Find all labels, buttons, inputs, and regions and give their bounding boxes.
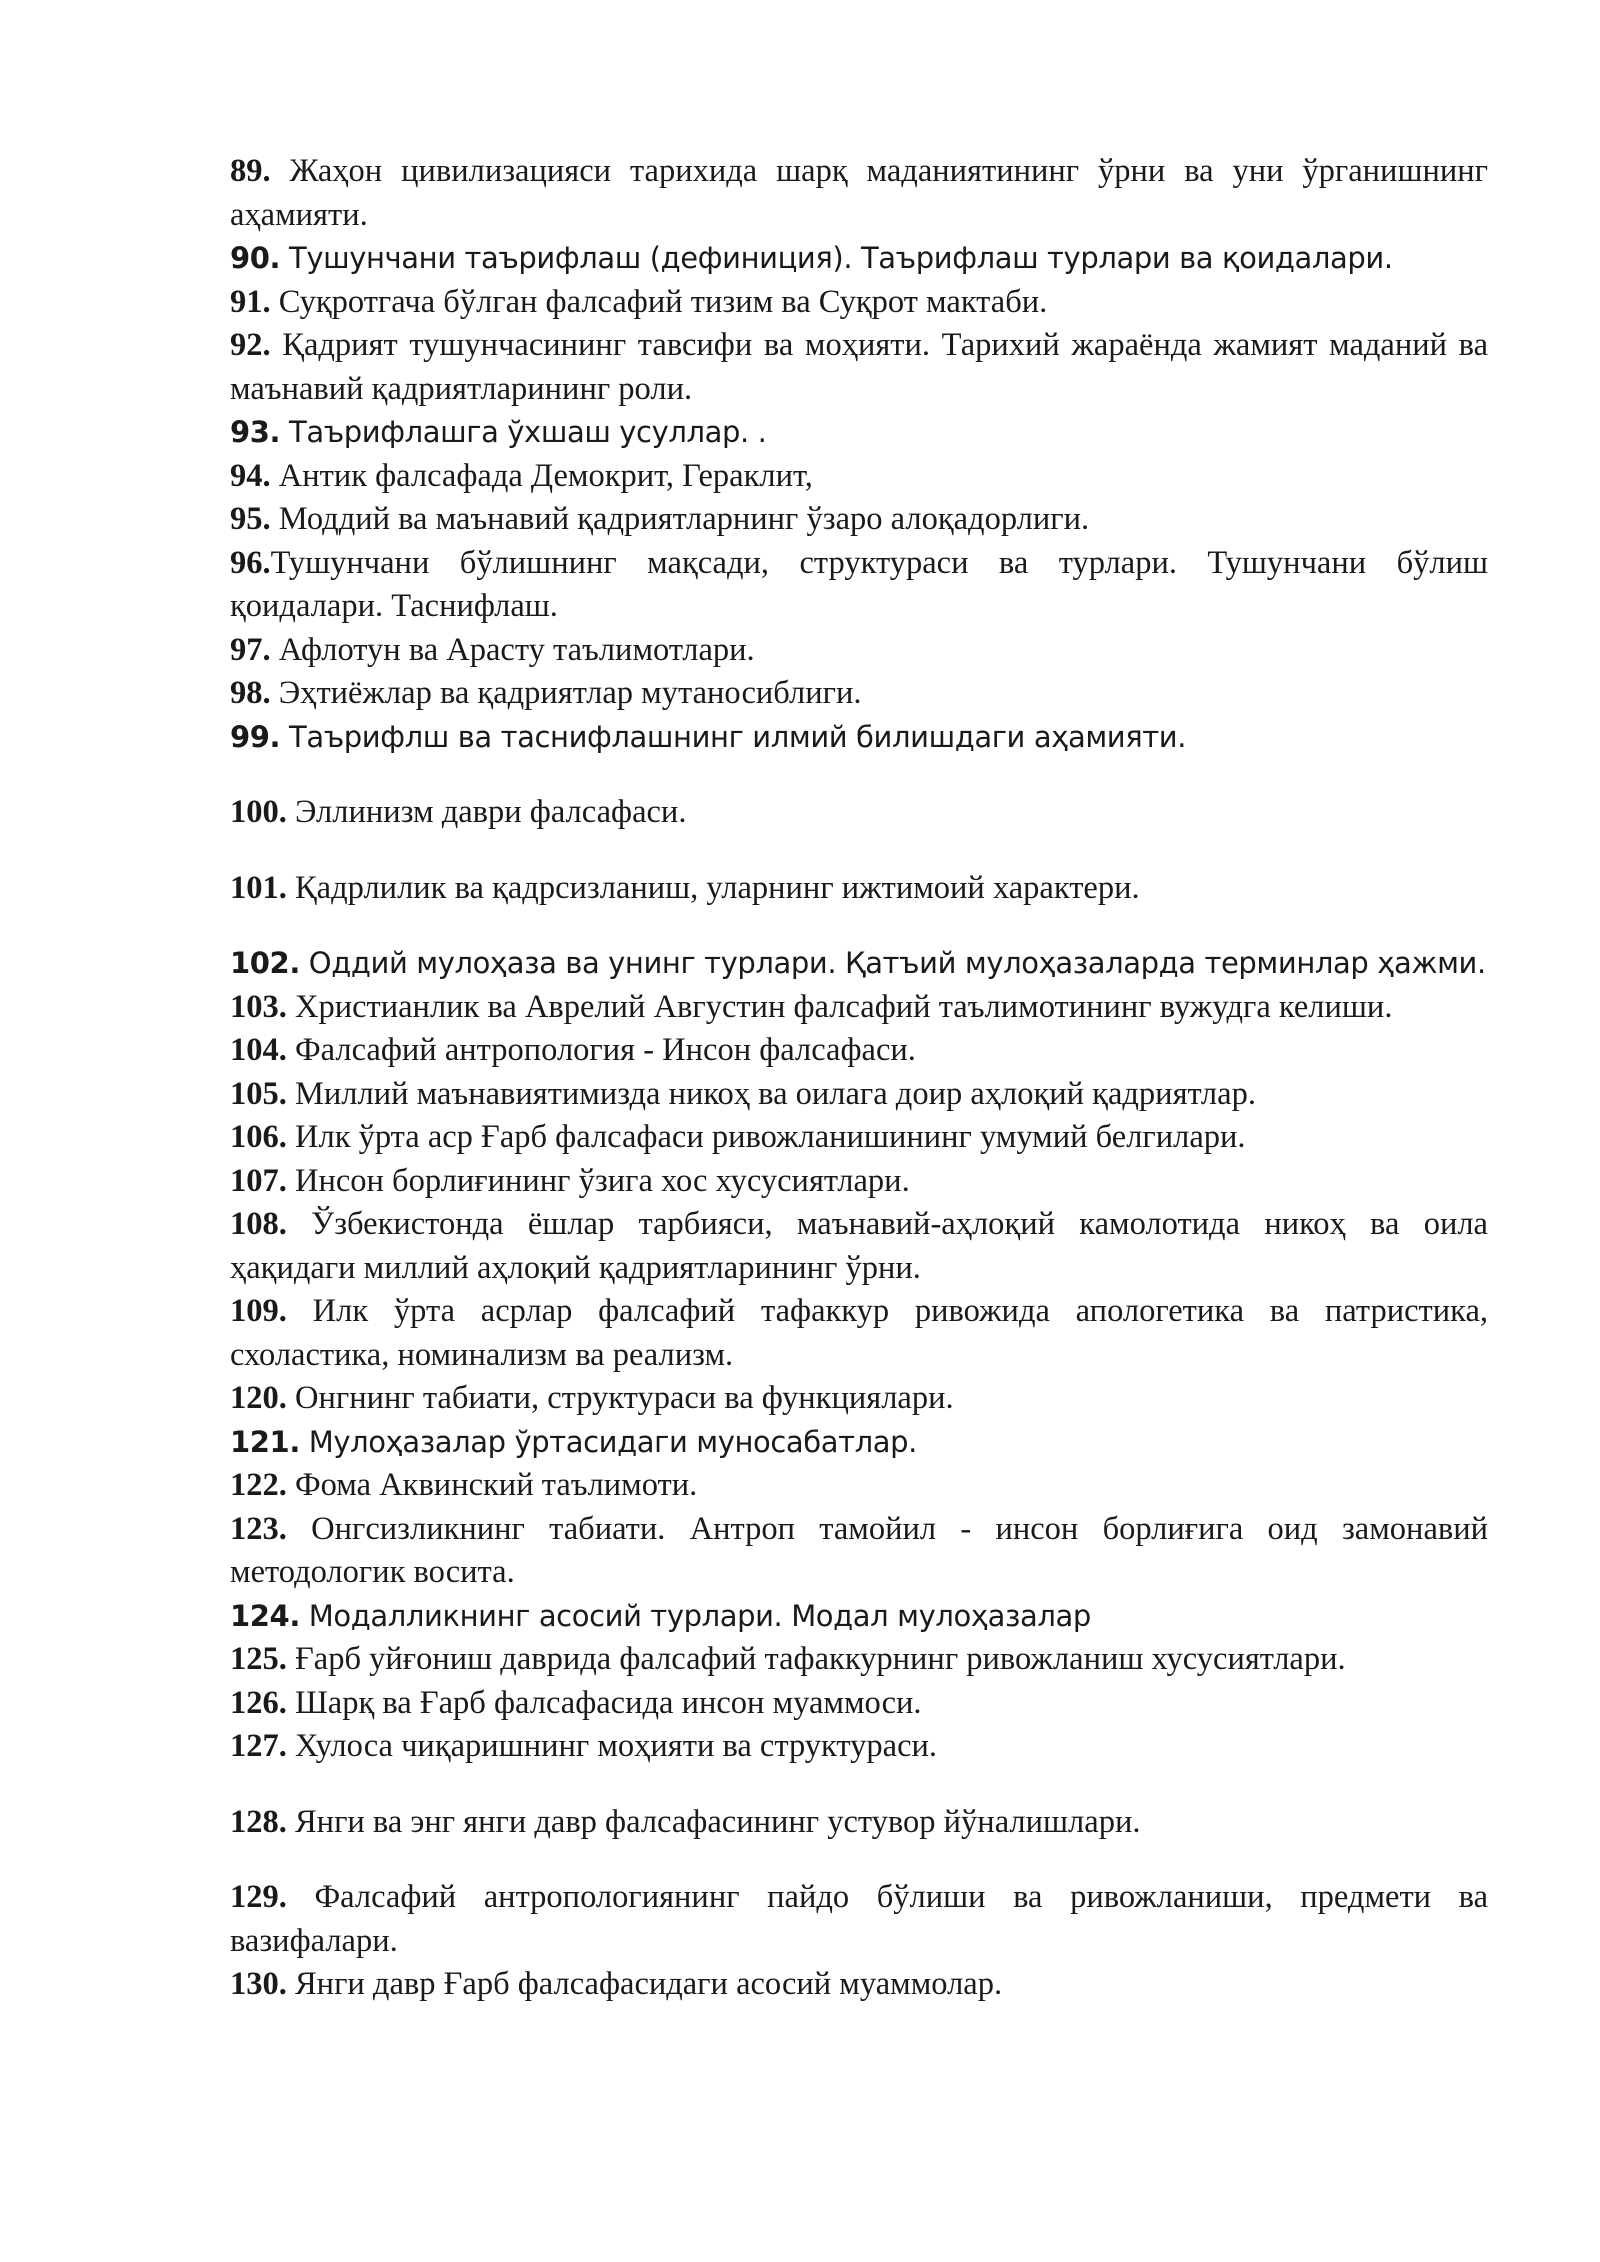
question-text: Афлотун ва Арасту таълимотлари. xyxy=(270,631,755,668)
question-number: 124. xyxy=(230,1598,300,1633)
question-text: Хулоса чиқаришнинг моҳияти ва структураси. xyxy=(286,1728,938,1764)
question-item xyxy=(230,237,1488,281)
question-text: Онгсизликнинг табиати. Антроп тамойил - инсон борлиғига оид замонавий методологик восита. xyxy=(230,1510,1488,1590)
question-text: Инсон борлиғининг ўзига хос хусусиятлари. xyxy=(286,1162,910,1199)
question-item xyxy=(230,1638,1488,1682)
question-text: Илк ўрта аср Ғарб фалсафаси ривожланишининг умумий белгилари. xyxy=(286,1119,1246,1155)
question-text: Фалсафий антропологиянинг пайдо бўлиши ва ривожланиши, предмети ва вазифалари. xyxy=(230,1879,1488,1959)
question-item xyxy=(230,1963,1488,2007)
question-item xyxy=(230,1203,1488,1290)
question-item xyxy=(230,1595,1488,1639)
question-item xyxy=(230,1682,1488,1726)
question-number: 103. xyxy=(230,988,287,1025)
question-item xyxy=(230,1508,1488,1595)
question-text: Моддий ва маънавий қадриятларнинг ўзаро алоқадорлиги. xyxy=(270,501,1090,537)
question-number: 129. xyxy=(230,1879,287,1915)
question-number: 97. xyxy=(230,631,271,668)
question-text: Жаҳон цивилизацияси тарихида шарқ маданиятининг ўрни ва уни ўрганишнинг аҳамияти. xyxy=(230,153,1488,233)
question-item xyxy=(230,716,1488,760)
question-number: 106. xyxy=(230,1119,287,1155)
question-item xyxy=(230,1160,1488,1204)
question-number: 91. xyxy=(230,283,271,320)
question-item xyxy=(230,791,1488,835)
question-text: Мулоҳазалар ўртасидаги муносабатлар. xyxy=(299,1424,917,1459)
question-item xyxy=(230,1876,1488,1963)
question-text: Христианлик ва Аврелий Августин фалсафий таълимотининг вужудга келиши. xyxy=(286,988,1393,1025)
question-item xyxy=(230,1116,1488,1160)
question-number: 93. xyxy=(230,415,281,449)
question-number: 104. xyxy=(230,1032,287,1068)
question-item xyxy=(230,1801,1488,1845)
question-text: Янги ва энг янги давр фалсафасининг устувор йўналишлари. xyxy=(286,1803,1141,1840)
question-number: 126. xyxy=(230,1684,287,1721)
question-number: 99. xyxy=(230,719,281,754)
question-item xyxy=(230,1725,1488,1769)
question-item xyxy=(230,672,1488,716)
question-item xyxy=(230,150,1488,237)
question-number: 125. xyxy=(230,1641,287,1677)
question-text: Суқротгача бўлган фалсафий тизим ва Суқрот мактаби. xyxy=(270,283,1048,320)
question-item xyxy=(230,455,1488,499)
question-number: 92. xyxy=(230,327,271,363)
question-item xyxy=(230,942,1488,986)
question-item xyxy=(230,1464,1488,1508)
question-number: 121. xyxy=(230,1424,300,1459)
question-item xyxy=(230,1421,1488,1465)
question-text: Тушунчани таърифлаш (дефиниция). Таърифлаш турлари ва қоидалари. xyxy=(280,241,1393,275)
question-text: Эллинизм даври фалсафаси. xyxy=(286,794,687,830)
question-text: Таърифлш ва таснифлашнинг илмий билишдаги аҳамияти. xyxy=(280,719,1187,754)
question-text: Ўзбекистонда ёшлар тарбияси, маънавий-аҳлоқий камолотида никоҳ ва оила ҳақидаги миллий аҳлоқий қадриятларининг ўрни. xyxy=(230,1206,1488,1286)
question-number: 98. xyxy=(230,675,271,711)
question-text: Тушунчани бўлишнинг мақсади, структураси ва турлари. Тушунчани бўлиш қоидалари. Таснифлаш. xyxy=(230,544,1488,624)
question-item xyxy=(230,1073,1488,1117)
question-number: 105. xyxy=(230,1075,287,1112)
question-number: 96. xyxy=(230,544,271,581)
question-number: 95. xyxy=(230,501,271,537)
question-text: Қадрият тушунчасининг тавсифи ва моҳияти. Тарихий жараёнда жамият маданий ва маънавий қадриятларининг роли. xyxy=(230,327,1488,407)
question-number: 107. xyxy=(230,1162,287,1199)
question-number: 108. xyxy=(230,1206,287,1242)
question-number: 122. xyxy=(230,1467,287,1503)
question-number: 102. xyxy=(230,946,300,980)
question-number: 130. xyxy=(230,1966,287,2002)
question-number: 100. xyxy=(230,794,287,830)
document-page xyxy=(230,150,1488,2007)
question-number: 123. xyxy=(230,1510,287,1547)
question-text: Фалсафий антропология - Инсон фалсафаси. xyxy=(286,1032,916,1068)
question-text: Таърифлашга ўхшаш усуллар. . xyxy=(280,415,767,449)
question-text: Қадрлилик ва қадрсизланиш, уларнинг ижтимоий характери. xyxy=(286,869,1140,906)
question-item xyxy=(230,498,1488,542)
question-text: Онгнинг табиати, структураси ва функциялари. xyxy=(286,1380,954,1416)
question-item xyxy=(230,324,1488,411)
question-text: Фома Аквинский таълимоти. xyxy=(286,1467,698,1503)
question-number: 94. xyxy=(230,457,271,494)
question-text: Антик фалсафада Демокрит, Гераклит, xyxy=(270,457,813,494)
question-number: 120. xyxy=(230,1380,287,1416)
question-text: Шарқ ва Ғарб фалсафасида инсон муаммоси. xyxy=(286,1684,922,1721)
question-item xyxy=(230,411,1488,455)
question-text: Ғарб уйғониш даврида фалсафий тафаккурнинг ривожланиш хусусиятлари. xyxy=(286,1641,1346,1677)
question-number: 127. xyxy=(230,1728,287,1764)
question-number: 109. xyxy=(230,1293,287,1329)
question-text: Янги давр Ғарб фалсафасидаги асосий муаммолар. xyxy=(286,1966,1003,2002)
question-item xyxy=(230,986,1488,1030)
question-item xyxy=(230,281,1488,325)
question-item xyxy=(230,1377,1488,1421)
question-item xyxy=(230,629,1488,673)
question-text: Модалликнинг асосий турлари. Модал мулоҳазалар xyxy=(299,1598,1091,1633)
question-text: Миллий маънавиятимизда никоҳ ва оилага доир аҳлоқий қадриятлар. xyxy=(286,1075,1256,1112)
question-number: 101. xyxy=(230,869,287,906)
question-text: Илк ўрта асрлар фалсафий тафаккур ривожида апологетика ва патристика, схоластика, номинализм ва реализм. xyxy=(230,1293,1488,1373)
question-item xyxy=(230,542,1488,629)
question-text: Эҳтиёжлар ва қадриятлар мутаносиблиги. xyxy=(270,675,862,711)
question-text: Оддий мулоҳаза ва унинг турлари. Қатъий мулоҳазаларда терминлар ҳажми. xyxy=(299,946,1486,980)
question-number: 89. xyxy=(230,153,271,189)
question-number: 128. xyxy=(230,1803,287,1840)
question-item xyxy=(230,1290,1488,1377)
question-number: 90. xyxy=(230,241,281,275)
question-item xyxy=(230,1029,1488,1073)
question-item xyxy=(230,867,1488,911)
